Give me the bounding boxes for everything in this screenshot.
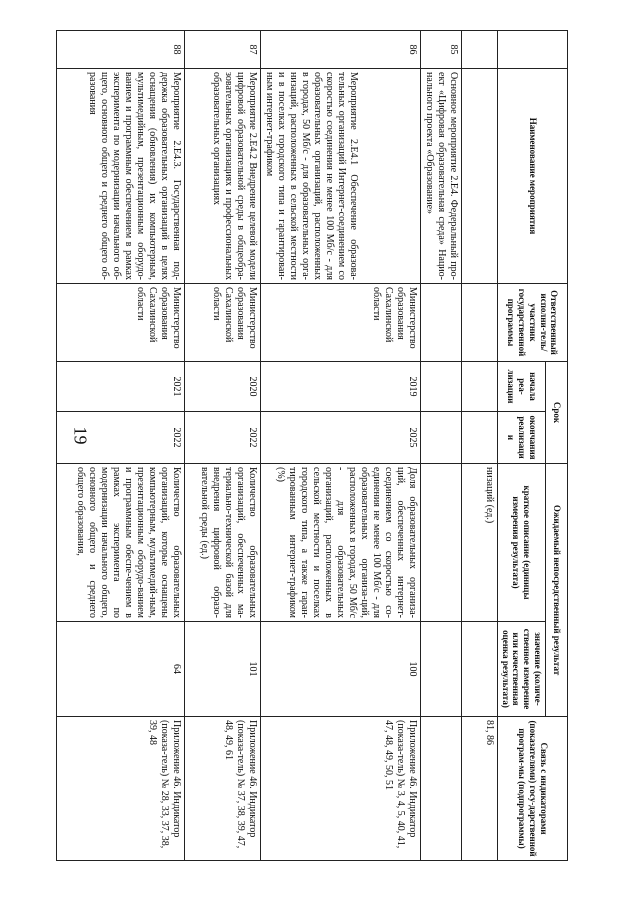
row-link: Приложение 46. Индикатор (показа-тель) № 28, 33, 37, 38, 39, 48 bbox=[56, 717, 184, 861]
row-name: Мероприятие 2.Е4.3. Государственная под-держка образовательных организаций в целях оснащения (обновления) их компьютерным, мультимедийным, презентационным оборудо-ванием и программным обеспечением в рамках эксперимента по модернизации начального об-щего, основного общего и среднего общего об-разования bbox=[56, 69, 184, 284]
row-result-value: 64 bbox=[56, 622, 184, 717]
row-result-value: 101 bbox=[184, 622, 260, 717]
row-result-desc: Доля образовательных организа-ций, обеспеченных интернет-соединением со скоростью со-единения не менее 100 Мб/с - для образовательных организа-ций, расположенных в городах, 50 Мб/с - для образовательных организаций, расположенных в сельской местности и поселках городского типа, а также гаран-тированным интернет-трафиком (%) bbox=[260, 464, 420, 622]
row-result-desc: низаций (ед.) bbox=[461, 464, 497, 622]
row-number: 86 bbox=[260, 31, 420, 69]
header-term: Срок bbox=[546, 362, 568, 464]
header-responsible: Ответственный исполни-тель/участник государственной программы bbox=[497, 284, 567, 362]
header-result-desc: краткое описание (единицы измерения результата) bbox=[497, 464, 545, 622]
header-result: Ожидаемый непосредственный результат bbox=[546, 464, 568, 717]
header-result-value: значение (количе-ственное измерение или качественная оценка результата) bbox=[497, 622, 545, 717]
measures-table bbox=[56, 30, 568, 861]
row-start bbox=[420, 362, 461, 412]
page-number: 19 bbox=[70, 426, 91, 445]
row-start: 2020 bbox=[184, 362, 260, 412]
row-end bbox=[461, 412, 497, 464]
row-result-value bbox=[461, 622, 497, 717]
header-name: Наименование мероприятия bbox=[497, 69, 567, 284]
row-result-value bbox=[420, 622, 461, 717]
row-end: 2022 bbox=[56, 412, 184, 464]
row-result-desc bbox=[420, 464, 461, 622]
row-number: 85 bbox=[420, 31, 461, 69]
row-name: Мероприятие 2.Е4.2 Внедрение целевой модели цифровой образовательной среды в общеобра-зовательных организациях и профессиональных образовательных организациях bbox=[184, 69, 260, 284]
row-responsible: Министерство образования Сахалинской области bbox=[56, 284, 184, 362]
table-row bbox=[184, 31, 260, 861]
row-result-desc: Количество образовательных организаций, обеспеченных ма-териально-технической базой для внедрения цифровой образо-вательной среды (ед.) bbox=[184, 464, 260, 622]
row-number: 87 bbox=[184, 31, 260, 69]
row-responsible: Министерство образования Сахалинской области bbox=[260, 284, 420, 362]
row-start bbox=[461, 362, 497, 412]
row-number bbox=[461, 31, 497, 69]
table-row bbox=[461, 31, 497, 861]
row-link: 81, 86 bbox=[461, 717, 497, 861]
header-end: окончания реализации bbox=[497, 412, 545, 464]
row-result-desc: Количество образовательных организаций, которые оснащены компьютерным, мультимедий-ным, презентационным оборудо-ванием и программным обеспе-чением в рамках эксперимента по модернизации начального общего, основного общего и среднего общего образования, bbox=[56, 464, 184, 622]
row-start: 2021 bbox=[56, 362, 184, 412]
row-end: 2022 bbox=[184, 412, 260, 464]
row-end: 2025 bbox=[260, 412, 420, 464]
row-responsible bbox=[420, 284, 461, 362]
row-result-value: 100 bbox=[260, 622, 420, 717]
row-start: 2019 bbox=[260, 362, 420, 412]
row-responsible: Министерство образования Сахалинской области bbox=[184, 284, 260, 362]
rotated-table-container bbox=[74, 30, 568, 860]
row-name bbox=[461, 69, 497, 284]
row-link: Приложение 46. Индикатор (показа-тель) № 37, 38, 39, 47, 48, 49, 61 bbox=[184, 717, 260, 861]
row-link: Приложение 46. Индикатор (показа-тель) № 3, 4, 5, 40, 41, 47, 48, 49, 50, 51 bbox=[260, 717, 420, 861]
row-name: Основное мероприятие 2.Е4. Федеральный про-ект «Цифровая образовательная среда» Нацио-нального проекта «Образование» bbox=[420, 69, 461, 284]
table-row bbox=[260, 31, 420, 861]
row-number: 88 bbox=[56, 31, 184, 69]
table-row bbox=[56, 31, 184, 861]
row-end bbox=[420, 412, 461, 464]
header-start: начала реа-лизации bbox=[497, 362, 545, 412]
row-link bbox=[420, 717, 461, 861]
row-name: Мероприятие 2.Е4.1 Обеспечение образова-тельных организаций Интернет-соединением со скоростью соединения не менее 100 Мб/с - для образовательных организаций, расположенных в городах, 50 Мб/с - для образовательных орга-низаций, расположенных в сельской местности и в поселках городского типа и гарантирован-ным интернет-трафиком bbox=[260, 69, 420, 284]
header-link: Связь с индикаторами (показателями) госу-дарственной програм-мы (подпрограммы) bbox=[497, 717, 567, 861]
header-number bbox=[497, 31, 567, 69]
row-responsible bbox=[461, 284, 497, 362]
table-row bbox=[420, 31, 461, 861]
